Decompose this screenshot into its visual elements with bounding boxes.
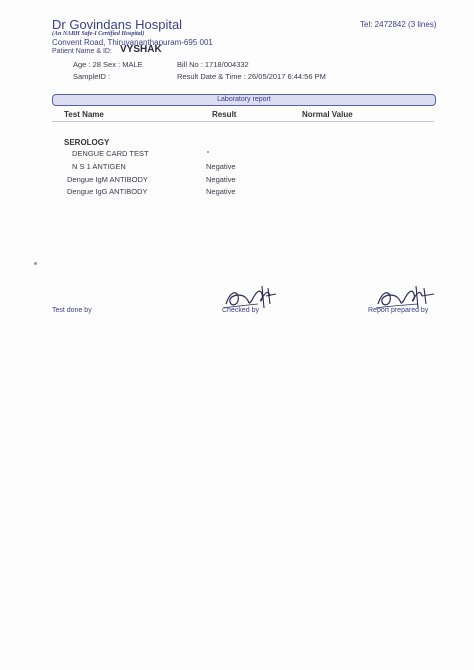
test-done-by-label: Test done by [52, 307, 92, 314]
report-title: Laboratory report [217, 96, 271, 103]
table-row-test: N S 1 ANTIGEN [72, 162, 126, 171]
hospital-name: Dr Govindans Hospital [52, 17, 183, 32]
result-date-time: Result Date & Time : 26/05/2017 6:44:56 PM [177, 72, 326, 81]
column-header-test-name: Test Name [64, 110, 104, 119]
section-title: SEROLOGY [64, 138, 110, 147]
stray-mark [34, 262, 37, 265]
stray-mark [207, 151, 209, 153]
table-row-test: Dengue IgG ANTIBODY [67, 187, 148, 196]
checked-by-label: Checked by [222, 307, 259, 314]
table-row-result: Negative [206, 175, 236, 184]
table-row-result: Negative [206, 187, 236, 196]
column-header-normal-value: Normal Value [302, 110, 353, 119]
table-row-test: DENGUE CARD TEST [72, 149, 149, 158]
patient-name-label: Patient Name & ID: [52, 48, 112, 55]
patient-age-sex: Age : 28 Sex : MALE [73, 60, 143, 69]
hospital-telephone: Tel: 2472842 (3 lines) [360, 20, 437, 29]
table-row-test: Dengue IgM ANTIBODY [67, 175, 148, 184]
hospital-address: Convent Road, Thiruvananthapuram-695 001 [52, 38, 213, 47]
hospital-subtitle: (An NABH Safe-I Certified Hospital) [52, 31, 145, 37]
table-row-result: Negative [206, 162, 236, 171]
column-header-result: Result [212, 110, 237, 119]
sample-id-label: SampleID : [73, 72, 111, 81]
bill-number: Bill No : 1718/004332 [177, 60, 249, 69]
patient-name: VYSHAK [120, 44, 162, 55]
header-divider [52, 121, 434, 122]
report-prepared-by-label: Report prepared by [368, 307, 429, 314]
report-title-banner [52, 94, 436, 106]
